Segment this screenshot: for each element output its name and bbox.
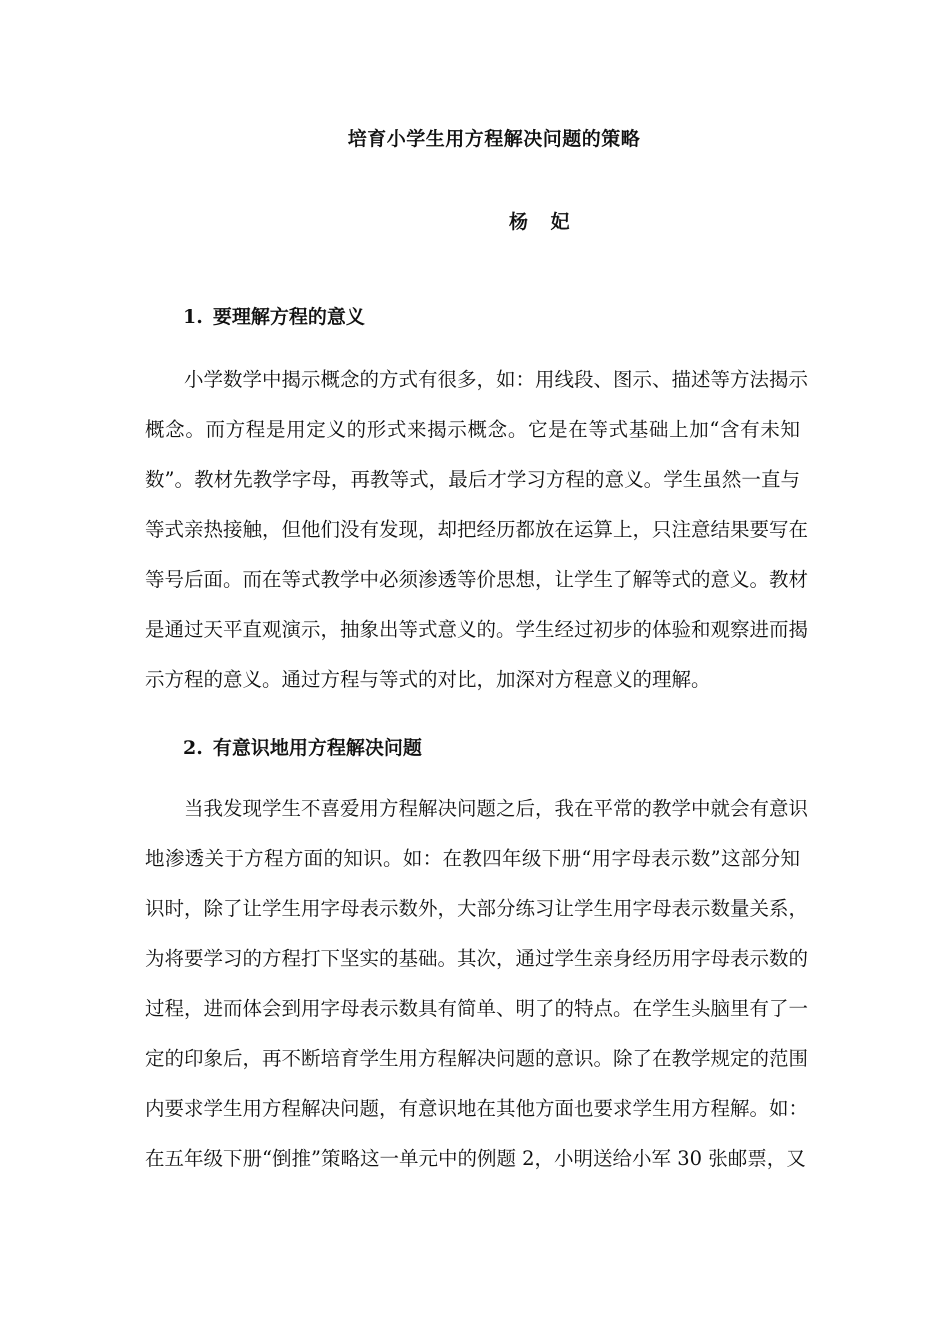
paragraph-line: 当我发现学生不喜爱用方程解决问题之后，我在平常的教学中就会有意识: [184, 797, 809, 820]
paragraph-line: 识时，除了让学生用字母表示数外，大部分练习让学生用字母表示数量关系，: [145, 897, 809, 920]
paragraph-line: 内要求学生用方程解决问题，有意识地在其他方面也要求学生用方程解。如：: [145, 1097, 809, 1120]
paragraph-line: 定的印象后，再不断培育学生用方程解决问题的意识。除了在教学规定的范围: [145, 1047, 809, 1070]
section-heading-2: [183, 733, 422, 760]
section-paragraph-1: [145, 355, 809, 705]
paragraph-line: 等式亲热接触，但他们没有发现，却把经历都放在运算上，只注意结果要写在: [145, 518, 809, 541]
section-paragraph-2: [145, 784, 809, 1184]
section-heading-text: 有意识地用方程解决问题: [212, 737, 422, 759]
paragraph-line: 等号后面。而在等式教学中必须渗透等价思想，让学生了解等式的意义。教材: [145, 568, 809, 591]
section-heading-text: 要理解方程的意义: [212, 306, 365, 328]
paragraph-line: 是通过天平直观演示，抽象出等式意义的。学生经过初步的体验和观察进而揭: [145, 618, 809, 641]
paragraph-line: 在五年级下册“倒推”策略这一单元中的例题 2，小明送给小军 30 张邮票，又: [145, 1147, 806, 1170]
author-name: 杨 妃: [509, 211, 578, 233]
paragraph-line: 过程，进而体会到用字母表示数具有简单、明了的特点。在学生头脑里有了一: [145, 997, 809, 1020]
section-heading-1: [183, 302, 365, 329]
paragraph-line: 小学数学中揭示概念的方式有很多，如：用线段、图示、描述等方法揭示: [184, 368, 809, 391]
paragraph-line: 数”。教材先教学字母，再教等式，最后才学习方程的意义。学生虽然一直与: [145, 468, 800, 491]
document-title: 培育小学生用方程解决问题的策略: [347, 128, 641, 150]
paragraph-line: 示方程的意义。通过方程与等式的对比，加深对方程意义的理解。: [145, 668, 711, 691]
paragraph-line: 地渗透关于方程方面的知识。如：在教四年级下册“用字母表示数”这部分知: [145, 847, 800, 870]
paragraph-line: 为将要学习的方程打下坚实的基础。其次，通过学生亲身经历用字母表示数的: [145, 947, 809, 970]
paragraph-line: 概念。而方程是用定义的形式来揭示概念。它是在等式基础上加“含有未知: [145, 418, 800, 441]
section-number: 1.: [183, 306, 203, 328]
section-number: 2.: [183, 737, 203, 759]
